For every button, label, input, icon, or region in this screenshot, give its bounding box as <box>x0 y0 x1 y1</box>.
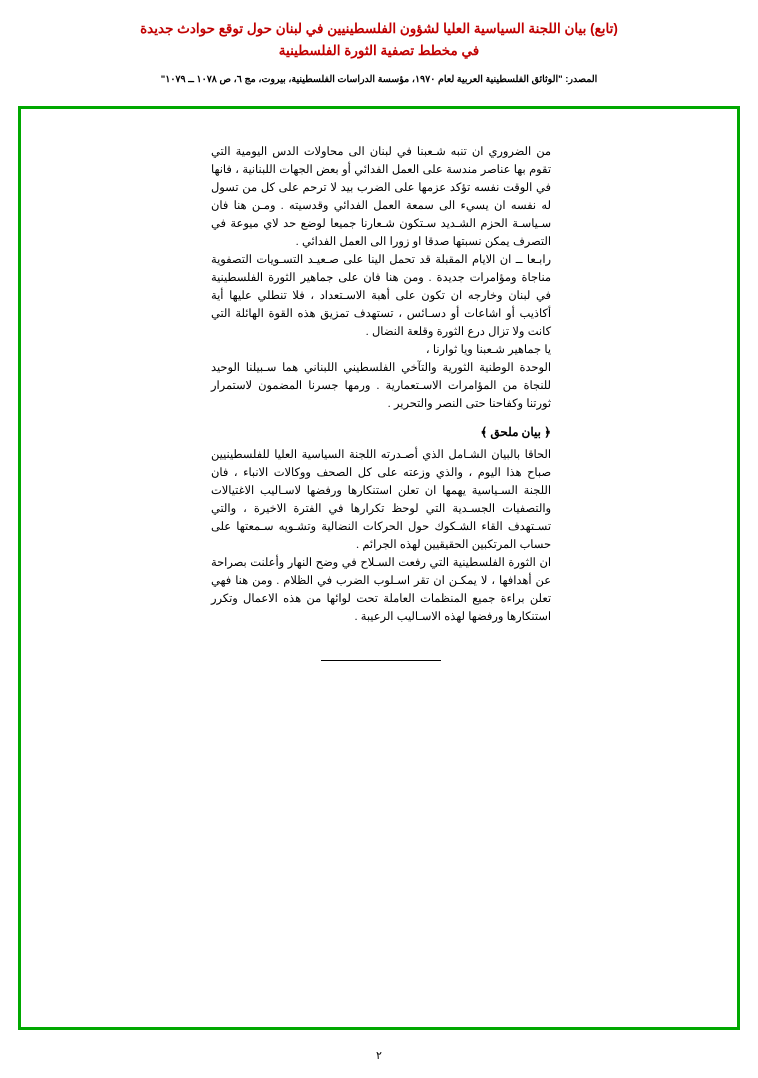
paragraph: رابـعا ــ ان الايام المقبلة قد تحمل الينا على صـعيـد التسـويات التصفوية مناجاة ومؤامرات جديدة . ومن هنا فان على جماهير الثورة الفلسطينية في لبنان وخارجه ان تكون على أهبة الاسـتعداد ، فلا تنطلي عليها أية أكاذيب أو اشاعات أو دسـائس ، تستهدف تمزيق هذه القوة الهائلة التي كانت ولا تزال درع الثورة وقلعة النضال . <box>211 254 551 339</box>
page-title-line-2: في مخطط تصفية الثورة الفلسطينية <box>278 43 480 59</box>
body-text-column <box>211 143 551 661</box>
green-border-frame <box>18 106 740 1030</box>
page-title <box>40 18 718 63</box>
source-citation: المصدر: "الوثائق الفلسطينية العربية لعام ١٩٧٠، مؤسسة الدراسات الفلسطينية، بيروت، مج ٦، ص ١٠٧٨ ــ ١٠٧٩" <box>160 73 598 85</box>
paragraph: الوحدة الوطنية الثورية والتآخي الفلسطيني اللبناني هما سـبيلنا الوحيد للنجاة من المؤامرات الاسـتعمارية . ورمها جسرنا المضمون لاستمرار ثورتنا وكفاحنا حتى النصر والتحرير . <box>211 362 551 411</box>
frame-content <box>21 109 737 1027</box>
horizontal-rule <box>321 660 441 661</box>
annex-heading: ﴿ بيان ملحق ﴾ <box>480 425 551 440</box>
paragraph: من الضروري ان تنبه شـعبنا في لبنان الى محاولات الدس اليومية التي تقوم بها عناصر مندسة على العمل الفدائي أو بعض الجهات اللبنانية ، فانها في الوقت نفسه تؤكد عزمها على الضرب بيد لا ترحم على كل من تسول له نفسه ان يسيء الى سمعة العمل الفدائي وقدسيته . ومـن هنا فان سـياسـة الحزم الشـديد سـتكون شـعارنا جميعا لوضع حد لاي ميوعة في التصرف يمكن نسبتها صدقا او زورا الى العمل الفدائي . <box>211 146 551 249</box>
paragraph: يا جماهير شـعبنا ويا ثوارنا ، <box>425 344 551 357</box>
annex-paragraph: ان الثورة الفلسطينية التي رفعت السـلاح في وضح النهار وأعلنت بصراحة عن أهدافها ، لا يمكـن ان تقر اسـلوب الضرب في الظلام . ومن هنا فهي تعلن براءة جميع المنظمات العاملة تحت لوائها من هذه الاعمال وتكرر استنكارها ورفضها لهذه الاسـاليب الرعيبة . <box>211 557 551 624</box>
page-number: ٢ <box>376 1050 382 1062</box>
annex-paragraph: الحاقا بالبيان الشـامل الذي أصـدرته اللجنة السياسية العليا للفلسطينيين صباح هذا اليوم ، والذي وزعته على كل الصحف ووكالات الانباء ، فان اللجنة السـياسية يهمها ان تعلن استنكارها ورفضها لاسـاليب الاغتيالات والتصفيات الجسـدية التي لوحظ تكرارها في الفترة الاخيرة ، والتي تسـتهدف القاء الشـكوك حول الحركات النضالية وتشـويه سـمعتها على حساب المرتكبين الحقيقيين لهذه الجرائم . <box>211 449 551 552</box>
page-title-line-1: (تابع) بيان اللجنة السياسية العليا لشؤون الفلسطينيين في لبنان حول توقع حوادث جديدة <box>140 21 618 36</box>
document-header <box>0 0 758 87</box>
